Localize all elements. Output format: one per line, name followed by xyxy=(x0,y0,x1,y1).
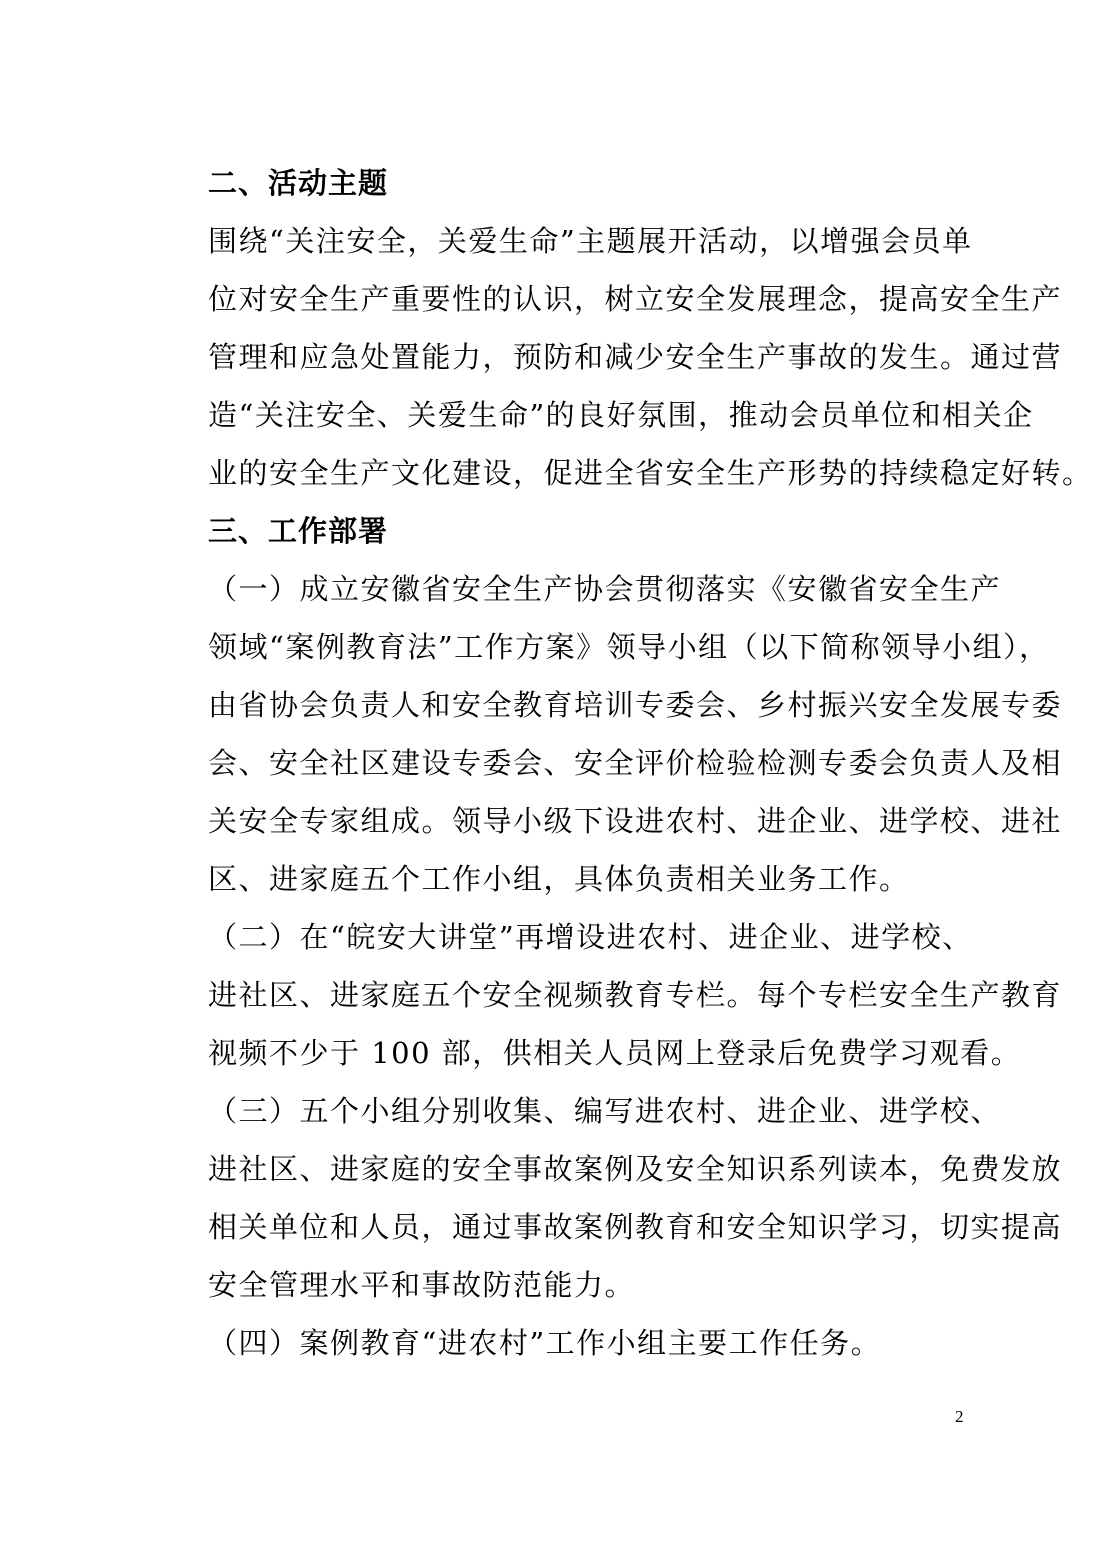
text-line: 相关单位和人员，通过事故案例教育和安全知识学习，切实提高 xyxy=(208,1210,1063,1244)
paragraph-item-3 xyxy=(150,1082,1063,1314)
text-line: 由省协会负责人和安全教育培训专委会、乡村振兴安全发展专委 xyxy=(208,688,1063,722)
text-line: 进社区、进家庭五个安全视频教育专栏。每个专栏安全生产教育 xyxy=(208,978,1063,1012)
text-line: 管理和应急处置能力，预防和减少安全生产事故的发生。通过营 xyxy=(208,340,1063,374)
text-line: 视频不少于 100 部，供相关人员网上登录后免费学习观看。 xyxy=(208,1036,1022,1070)
text-line: 关安全专家组成。领导小级下设进农村、进企业、进学校、进社 xyxy=(208,804,1063,838)
text-line: （四）案例教育“进农村”工作小组主要工作任务。 xyxy=(208,1326,882,1360)
section-heading-activity-theme: 二、活动主题 xyxy=(208,166,389,200)
paragraph-activity-theme xyxy=(150,212,1093,502)
page-number: 2 xyxy=(955,1407,964,1426)
text-line: 业的安全生产文化建设，促进全省安全生产形势的持续稳定好转。 xyxy=(208,456,1093,490)
section-heading-work-deployment: 三、工作部署 xyxy=(208,514,389,548)
text-line: （一）成立安徽省安全生产协会贯彻落实《安徽省安全生产 xyxy=(208,572,1002,606)
text-line: 会、安全社区建设专委会、安全评价检验检测专委会负责人及相 xyxy=(208,746,1063,780)
text-line: （三）五个小组分别收集、编写进农村、进企业、进学校、 xyxy=(208,1094,1002,1128)
text-line: 造“关注安全、关爱生命”的良好氛围，推动会员单位和相关企 xyxy=(208,398,1034,432)
text-line: 进社区、进家庭的安全事故案例及安全知识系列读本，免费发放 xyxy=(208,1152,1063,1186)
text-line: 安全管理水平和事故防范能力。 xyxy=(208,1268,636,1302)
paragraph-item-4 xyxy=(150,1314,972,1372)
text-line: 围绕“关注安全，关爱生命”主题展开活动，以增强会员单 xyxy=(208,224,973,258)
document-body xyxy=(150,154,1093,1372)
text-line: 领域“案例教育法”工作方案》领导小组（以下简称领导小组）， xyxy=(208,630,1050,664)
text-line: （二）在“皖安大讲堂”再增设进农村、进企业、进学校、 xyxy=(208,920,973,954)
paragraph-item-2 xyxy=(150,908,1063,1082)
text-line: 区、进家庭五个工作小组，具体负责相关业务工作。 xyxy=(208,862,910,896)
paragraph-item-1 xyxy=(150,560,1063,908)
text-line: 位对安全生产重要性的认识，树立安全发展理念，提高安全生产 xyxy=(208,282,1063,316)
